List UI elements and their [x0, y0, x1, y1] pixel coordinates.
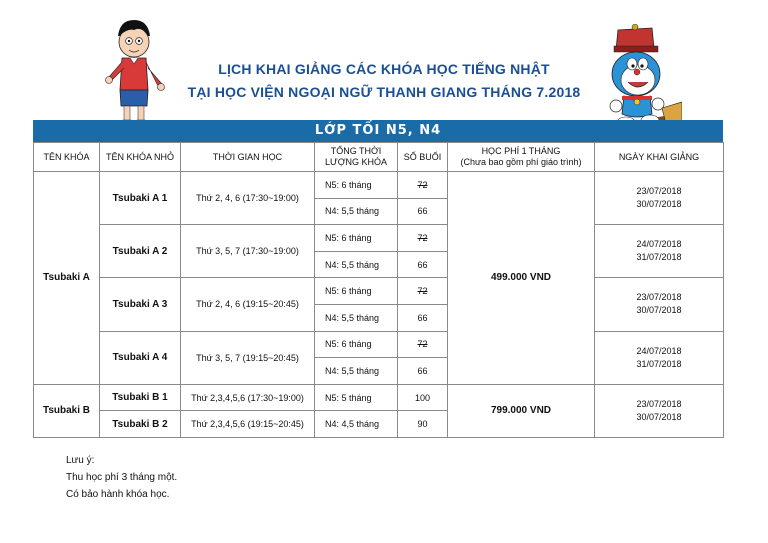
sessions-value: 72: [417, 339, 428, 350]
start-dates: [595, 384, 724, 437]
start-date: 30/07/2018: [636, 305, 682, 316]
start-date: 30/07/2018: [636, 199, 682, 210]
duration: N5: 5 tháng: [315, 384, 398, 411]
sessions: 66: [398, 198, 448, 225]
start-dates: [595, 331, 724, 384]
start-date: 24/07/2018: [636, 345, 682, 356]
subcourse-name: Tsubaki B 2: [100, 411, 181, 438]
start-dates: [595, 225, 724, 278]
header-sessions: SỐ BUỔI: [398, 143, 448, 172]
note-line: Thu học phí 3 tháng một.: [66, 472, 178, 483]
notes: [66, 452, 177, 503]
sessions: 90: [398, 411, 448, 438]
study-time: Thứ 2, 4, 6 (19:15~20:45): [181, 278, 315, 331]
sessions-value: 72: [417, 232, 428, 243]
table-row: [34, 331, 724, 358]
start-dates: [595, 172, 724, 225]
duration: N4: 5,5 tháng: [315, 304, 398, 331]
study-time: Thứ 2,3,4,5,6 (19:15~20:45): [181, 411, 315, 438]
sessions: [398, 172, 448, 199]
course-name-tsubaki-b: Tsubaki B: [34, 384, 100, 437]
boy-character-illustration: [98, 14, 168, 136]
study-time: Thứ 2,3,4,5,6 (17:30~19:00): [181, 384, 315, 411]
duration: N5: 6 tháng: [315, 278, 398, 305]
sessions: [398, 278, 448, 305]
subcourse-name: Tsubaki A 3: [100, 278, 181, 331]
start-date: 30/07/2018: [636, 411, 682, 422]
start-date: 31/07/2018: [636, 358, 682, 369]
fee-tsubaki-a: 499.000 VND: [448, 172, 595, 385]
duration: N4: 4,5 tháng: [315, 411, 398, 438]
study-time: Thứ 2, 4, 6 (17:30~19:00): [181, 172, 315, 225]
sessions: [398, 331, 448, 358]
duration: N4: 5,5 tháng: [315, 251, 398, 278]
title-line-2: TẠI HỌC VIỆN NGOẠI NGỮ THANH GIANG THÁNG 7.2018: [187, 84, 581, 100]
table-row: [34, 225, 724, 252]
note-line: Có bảo hành khóa học.: [66, 489, 170, 500]
table-row: [34, 278, 724, 305]
subcourse-name: Tsubaki B 1: [100, 384, 181, 411]
start-date: 23/07/2018: [636, 186, 682, 197]
start-date: 24/07/2018: [636, 239, 682, 250]
duration: N5: 6 tháng: [315, 172, 398, 199]
study-time: Thứ 3, 5, 7 (17:30~19:00): [181, 225, 315, 278]
duration: N4: 5,5 tháng: [315, 198, 398, 225]
sessions-value: 72: [417, 179, 428, 190]
table-row: [34, 384, 724, 411]
header-course: TÊN KHÓA: [34, 143, 100, 172]
course-name-tsubaki-a: Tsubaki A: [34, 172, 100, 385]
header-fee: [448, 143, 595, 172]
subcourse-name: Tsubaki A 2: [100, 225, 181, 278]
notes-label: Lưu ý:: [66, 455, 95, 466]
start-date: 23/07/2018: [636, 292, 682, 303]
sessions: 100: [398, 384, 448, 411]
study-time: Thứ 3, 5, 7 (19:15~20:45): [181, 331, 315, 384]
duration: N5: 6 tháng: [315, 331, 398, 358]
sessions: 66: [398, 304, 448, 331]
duration: N4: 5,5 tháng: [315, 358, 398, 385]
subcourse-name: Tsubaki A 1: [100, 172, 181, 225]
start-date: 23/07/2018: [636, 398, 682, 409]
header-duration: [315, 143, 398, 172]
table-row: [34, 172, 724, 199]
class-banner: LỚP TỐI N5, N4: [33, 120, 723, 142]
fee-tsubaki-b: 799.000 VND: [448, 384, 595, 437]
header-subcourse: TÊN KHÓA NHỎ: [100, 143, 181, 172]
sessions-value: 72: [417, 286, 428, 297]
schedule-table: [33, 142, 724, 438]
header-fee-line-1: HỌC PHÍ 1 THÁNG: [481, 146, 561, 156]
header-time: THỜI GIAN HỌC: [181, 143, 315, 172]
subcourse-name: Tsubaki A 4: [100, 331, 181, 384]
table-header-row: [34, 143, 724, 172]
title-line-1: LỊCH KHAI GIẢNG CÁC KHÓA HỌC TIẾNG NHẬT: [218, 61, 550, 77]
start-date: 31/07/2018: [636, 252, 682, 263]
duration: N5: 6 tháng: [315, 225, 398, 252]
header-duration-line-2: LƯỢNG KHÓA: [325, 157, 387, 167]
header-fee-line-2: (Chưa bao gồm phí giáo trình): [460, 157, 582, 167]
header-start-date: NGÀY KHAI GIẢNG: [595, 143, 724, 172]
sessions: 66: [398, 251, 448, 278]
start-dates: [595, 278, 724, 331]
sessions: [398, 225, 448, 252]
sessions: 66: [398, 358, 448, 385]
header-duration-line-1: TỔNG THỜI: [330, 146, 382, 156]
